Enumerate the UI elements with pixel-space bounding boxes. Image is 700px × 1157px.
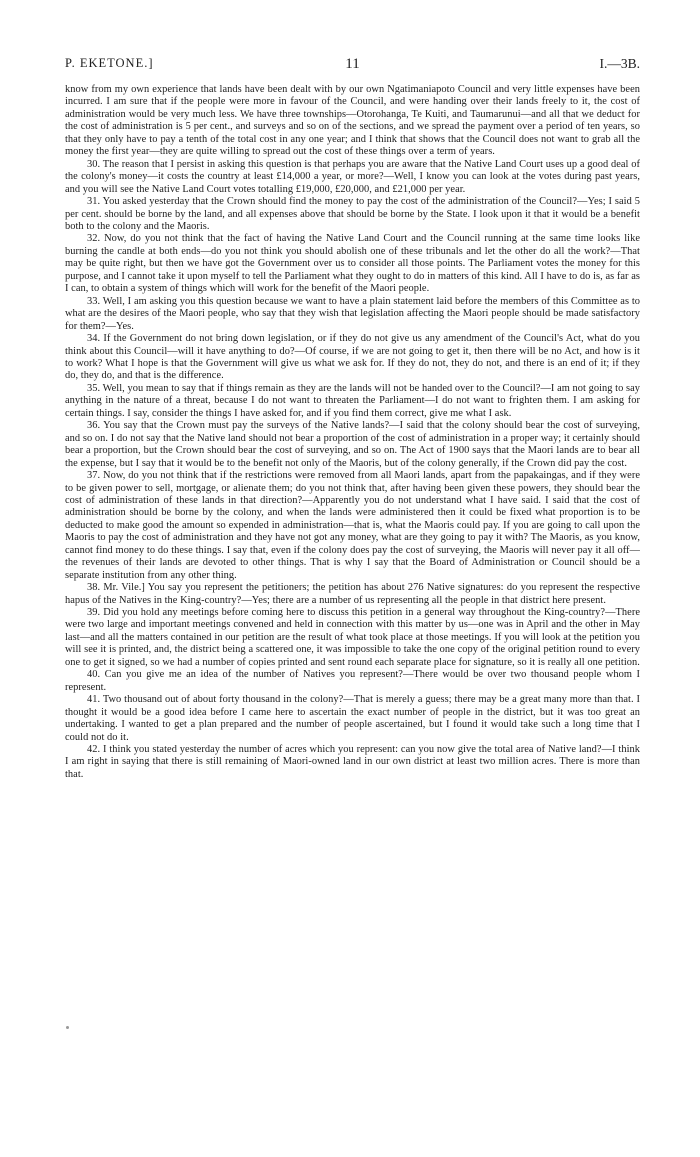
- paragraph-q40: 40. Can you give me an idea of the number of Natives you represent?—There would be over two thousand people whom I represent.: [65, 669, 640, 693]
- paragraph-q34: 34. If the Government do not bring down legislation, or if they do not give us any amendment of the Council's Act, what do you think about this Council—will it have anything to do?—Of course, if we are not going to get it, then there will be no Act, and how is it to work? What I hope is that the Government will give us what we ask for. If they do not, they do not, and there is an end of it; if they do, they do, and that is the difference.: [65, 333, 640, 382]
- header-document-ref: I.—3B.: [599, 56, 640, 71]
- paragraph-q38: 38. Mr. Vile.] You say you represent the petitioners; the petition has about 276 Native signatures: do you represent the respective hapus of the Natives in the King-country?—Yes; there are a number of us representing all the people in that district here present.: [65, 582, 640, 606]
- paragraph-q39: 39. Did you hold any meetings before coming here to discuss this petition in a general way throughout the King-country?—There were two large and important meetings convened and held in connection with this matter by us—one was in April and the other in May last—and all the matters contained in our petition are the result of what took place at those meetings. If you will look at the petition you will see it is printed, and, the district being a scattered one, it was impossible to take the one copy of the original petition round to every one to get it signed, so we had a number of copies printed and sent round each separate place for signature, so it is really all one petition.: [65, 607, 640, 668]
- scan-speck: [66, 1026, 69, 1029]
- paragraph-q42: 42. I think you stated yesterday the number of acres which you represent: can you now give the total area of Native land?—I think I am right in saying that there is still remaining of Maori-owned land in our own district at least two million acres. There is more than that.: [65, 744, 640, 780]
- paragraph-continuation: know from my own experience that lands have been dealt with by our own Ngatimaniapoto Council and very little expenses have been incurred. I am sure that if the people were more in favour of the Council, and were handing over their lands freely to it, the cost of administration would be very much less. We have three townships—Otorohanga, Te Kuiti, and Taumarunui—and all that we deduct for the cost of administration is 5 per cent., and surveys and so on of the sections, and we spread the payment over a period of ten years, so that they only have to pay a tenth of the total cost in any one year; and I think that shows that the Council does not want to grab all the money the first year—they are quite willing to spread out the cost of these things over a term of years.: [65, 84, 640, 158]
- page-header: [65, 56, 640, 78]
- paragraph-q31: 31. You asked yesterday that the Crown should find the money to pay the cost of the administration of the Council?—Yes; I said 5 per cent. should be borne by the land, and all expenses above that should be borne by the State. I look upon it that it would be a benefit both to the colony and the Maoris.: [65, 196, 640, 232]
- page-body: [65, 84, 640, 781]
- paragraph-q41: 41. Two thousand out of about forty thousand in the colony?—That is merely a guess; there may be a great many more than that. I thought it would be a good idea before I came here to ascertain the exact number of people in the district, but it was too great an undertaking. I wanted to get a plan prepared and the number of people ascertained, but I found it would take such a long time that I could not do it.: [65, 694, 640, 743]
- header-witness-name: P. EKETONE.]: [65, 56, 154, 70]
- paragraph-q33: 33. Well, I am asking you this question because we want to have a plain statement laid before the members of this Committee as to what are the desires of the Maori people, who say that they wish that legislation affecting the Maori people should be made satisfactory for them?—Yes.: [65, 295, 640, 332]
- paragraph-q36: 36. You say that the Crown must pay the surveys of the Native lands?—I said that the colony should bear the cost of surveying, and so on. I do not say that the Native land should not bear a proportion of the cost of administration in a proper way; it certainly should bear a proportion, but the Crown should bear the cost of surveying, and so on. The Act of 1900 says that the Maori lands are to bear all the expense, but I say that it would be to the benefit not only of the Maoris, but of the colony generally, if the Crown did pay the cost.: [65, 420, 640, 469]
- paragraph-q35: 35. Well, you mean to say that if things remain as they are the lands will not be handed over to the Council?—I am not going to say anything in the nature of a threat, because I do not want to threaten the Parliament—I do not want to frighten them. I am asking for certain things. I say, consider the things I have asked for, and if you find them correct, give me what I ask.: [65, 382, 640, 419]
- paragraph-q32: 32. Now, do you not think that the fact of having the Native Land Court and the Council running at the same time looks like burning the candle at both ends—do you not think you should abolish one of these tribunals and let the other do all the work?—That may be quite right, but then we have got the Government over us to consider all those points. The Parliament votes the money for this purpose, and I cannot take it upon myself to tell the Parliament what they ought to do in matters of this kind. All I have to do is, as far as I can, to obtain a system of things which will work for the benefit of the Maori people.: [65, 233, 640, 295]
- paragraph-q30: 30. The reason that I persist in asking this question is that perhaps you are aware that the Native Land Court uses up a good deal of the colony's money—it costs the country at least £14,000 a year, or more?—Well, I know you can look at the votes during past years, and you will see the Native Land Court votes totalling £19,000, £20,000, and £21,000 per year.: [65, 158, 640, 195]
- paragraph-q37: 37. Now, do you not think that if the restrictions were removed from all Maori lands, apart from the papakaingas, and if they were to be given power to sell, mortgage, or alienate them; do you not think that, after having been given these powers, they should bear the cost of administration of these lands in that direction?—Apparently you do not understand what I have said. I said that the cost of administration should be borne by the colony, and when the lands were administered then it could be fixed what proportion is to be deducted to make good the amount so expended in administration—that is, what the Maoris could pay. If you are going to call upon the Maoris to pay the cost of administration and they have not got any money, what are they going to pay it with? The Maoris, as you know, cannot find money to do these things. I say that, even if the colony does pay the cost of surveying, the Maoris will never pay it all off—the revenues of their lands are devoted to other things. That is why I say that the Board of Administration or Council should be a separate institution from any other thing.: [65, 470, 640, 581]
- header-page-number: 11: [345, 56, 360, 72]
